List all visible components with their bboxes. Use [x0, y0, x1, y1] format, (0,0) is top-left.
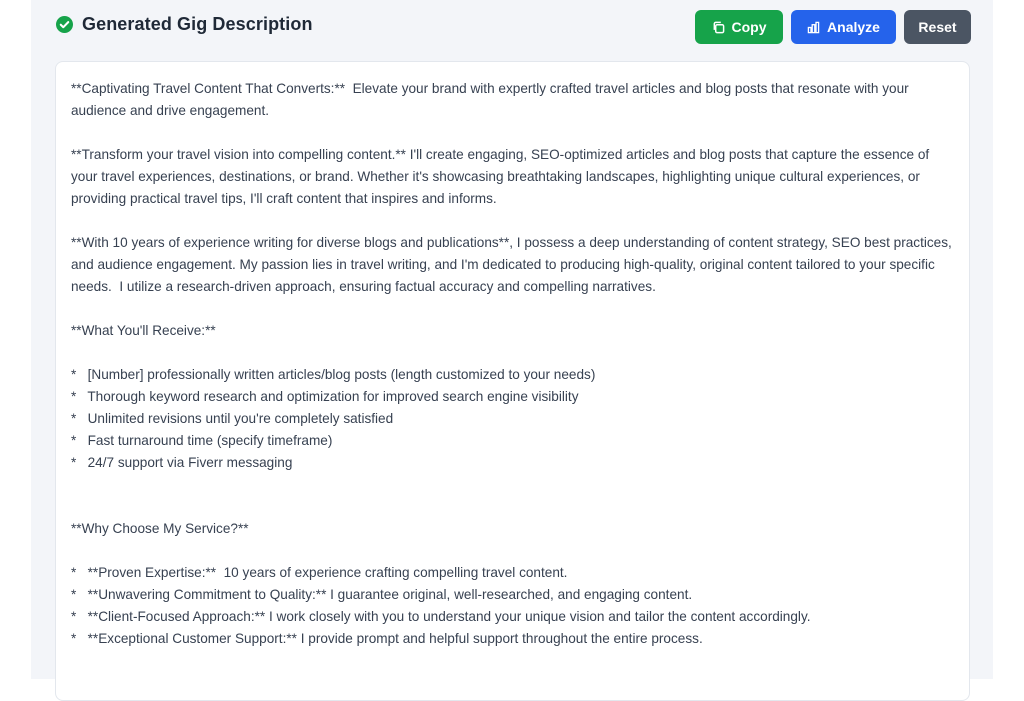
bar-chart-icon: [807, 21, 820, 34]
list-item: * **Client-Focused Approach:** I work closely with you to understand your unique vision and tailor the content accordingly.: [71, 609, 811, 624]
list-item: * Unlimited revisions until you're completely satisfied: [71, 411, 394, 426]
description-output[interactable]: [55, 61, 970, 701]
experience-paragraph: **With 10 years of experience writing for diverse blogs and publications**, I possess a deep understanding of content strategy, SEO best practices, and audience engagement. My passion lies in travel writing, and I'm dedicated to producing high-quality, original content tailored to your specific needs. I utilize a research-driven approach, ensuring factual accuracy and compelling narratives.: [71, 235, 956, 294]
intro-paragraph: **Captivating Travel Content That Converts:** Elevate your brand with expertly crafted travel articles and blog posts that resonate with your audience and drive engagement.: [71, 81, 913, 118]
section-header: [56, 12, 313, 36]
why-heading: **Why Choose My Service?**: [71, 521, 249, 536]
vision-paragraph: **Transform your travel vision into compelling content.** I'll create engaging, SEO-optimized articles and blog posts that capture the essence of your travel experiences, destinations, or brand. Whether it's showcasing breathtaking landscapes, highlighting unique cultural experiences, or providing practical travel tips, I'll craft content that inspires and informs.: [71, 147, 933, 206]
reset-button[interactable]: [904, 10, 971, 44]
copy-button-label: Copy: [731, 19, 767, 35]
page-title: Generated Gig Description: [82, 13, 313, 34]
receive-heading: **What You'll Receive:**: [71, 323, 216, 338]
analyze-button[interactable]: [791, 10, 896, 44]
check-circle-icon: [56, 16, 73, 33]
list-item: * Fast turnaround time (specify timeframe): [71, 433, 333, 448]
copy-icon: [712, 21, 725, 34]
analyze-button-label: Analyze: [827, 19, 880, 35]
list-item: * [Number] professionally written articles/blog posts (length customized to your needs): [71, 367, 596, 382]
list-item: * **Exceptional Customer Support:** I provide prompt and helpful support throughout the entire process.: [71, 631, 703, 646]
list-item: * Thorough keyword research and optimization for improved search engine visibility: [71, 389, 579, 404]
list-item: * **Unwavering Commitment to Quality:** I guarantee original, well-researched, and engaging content.: [71, 587, 693, 602]
list-item: * 24/7 support via Fiverr messaging: [71, 455, 293, 470]
action-bar: [695, 10, 971, 44]
reset-button-label: Reset: [918, 19, 957, 35]
copy-button[interactable]: [695, 10, 783, 44]
list-item: * **Proven Expertise:** 10 years of experience crafting compelling travel content.: [71, 565, 568, 580]
